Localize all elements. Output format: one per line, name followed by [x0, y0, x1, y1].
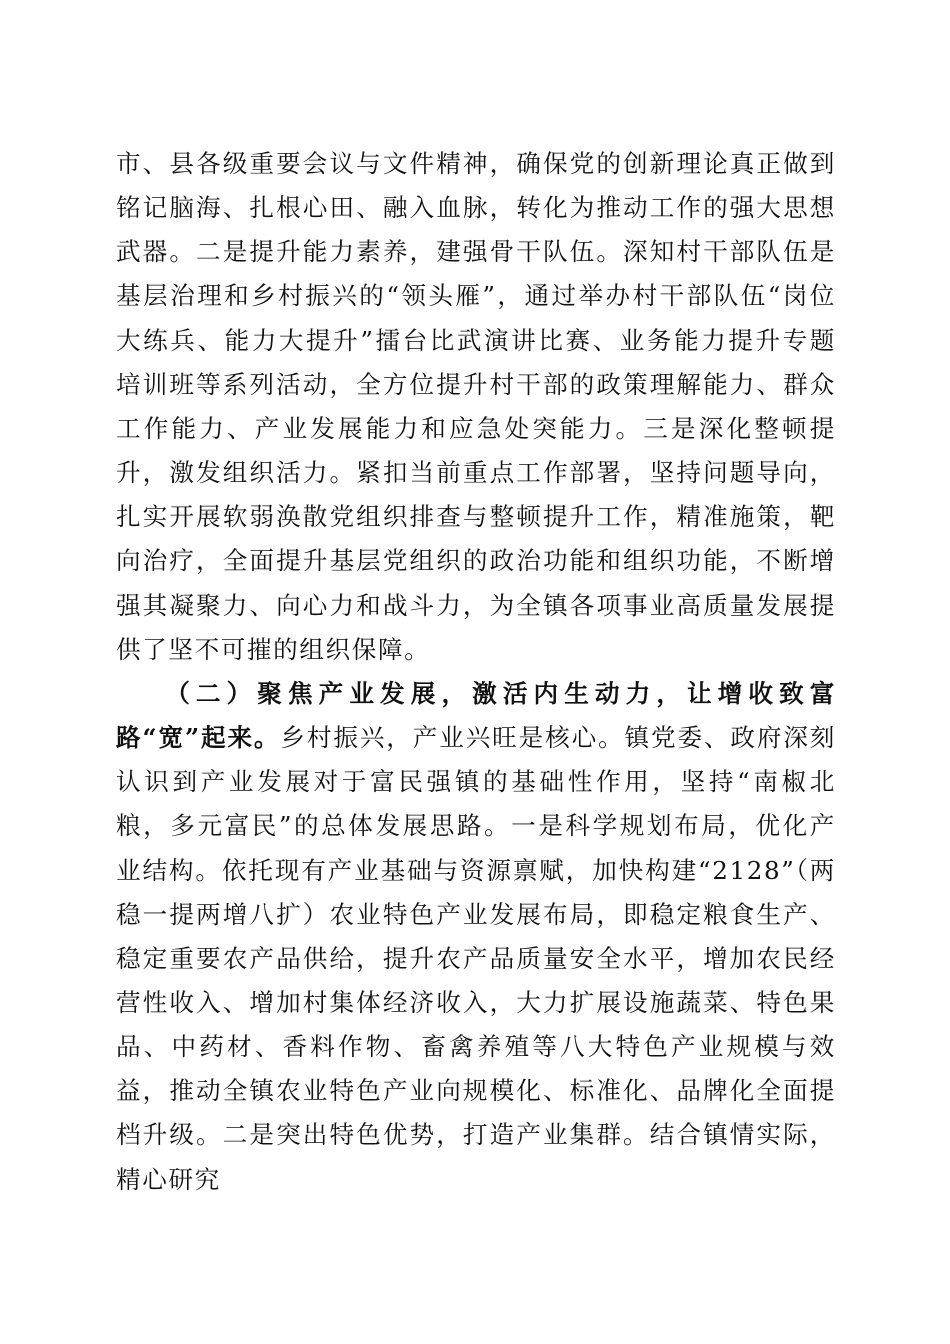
- paragraph-continued: 市、县各级重要会议与文件精神，确保党的创新理论真正做到铭记脑海、扎根心田、融入血脉，转化为推动工作的强大思想武器。二是提升能力素养，建强骨干队伍。深知村干部队伍是基层治理和乡村振兴的“领头雁”，通过举办村干部队伍“岗位大练兵、能力大提升”擂台比武演讲比赛、业务能力提升专题培训班等系列活动，全方位提升村干部的政策理解能力、群众工作能力、产业发展能力和应急处突能力。三是深化整顿提升，激发组织活力。紧扣当前重点工作部署，坚持问题导向，扎实开展软弱涣散党组织排查与整顿提升工作，精准施策，靶向治疗，全面提升基层党组织的政治功能和组织功能，不断增强其凝聚力、向心力和战斗力，为全镇各项事业高质量发展提供了坚不可摧的组织保障。: [116, 149, 836, 664]
- paragraph-section-two: [116, 672, 836, 1202]
- section-body: 乡村振兴，产业兴旺是核心。镇党委、政府深刻认识到产业发展对于富民强镇的基础性作用，坚持“南椒北粮，多元富民”的总体发展思路。一是科学规划布局，优化产业结构。依托现有产业基础与资源禀赋，加快构建“2128”（两稳一提两增八扩）农业特色产业发展布局，即稳定粮食生产、稳定重要农产品供给，提升农产品质量安全水平，增加农民经营性收入、增加村集体经济收入，大力扩展设施蔬菜、特色果品、中药材、香料作物、畜禽养殖等八大特色产业规模与效益，推动全镇农业特色产业向规模化、标准化、品牌化全面提档升级。二是突出特色优势，打造产业集群。结合镇情实际，精心研究: [116, 723, 836, 1194]
- section-heading: （二）聚焦产业发展，激活内生动力，让增收致富路“宽”起来。: [116, 678, 836, 753]
- document-body: [116, 142, 836, 1202]
